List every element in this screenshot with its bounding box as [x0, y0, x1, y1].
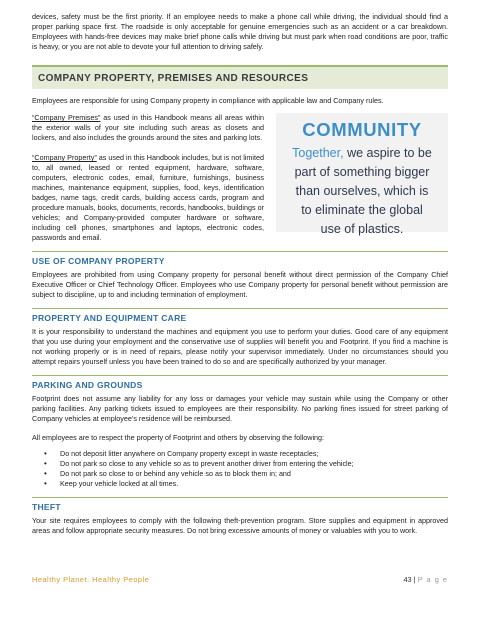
use-heading: USE OF COMPANY PROPERTY: [32, 256, 165, 266]
callout-line-5: use of plastics.: [320, 222, 404, 236]
page-separator: |: [411, 575, 418, 584]
continued-paragraph: devices, safety must be the first priority. If an employee needs to make a phone call while driving, the individual should find a proper parking space first. The roadside is only acceptable for genuine emergencies such as an accident or a car breakdown. Employees with hands-free devices may make brief phone calls while driving but must park when road conditions are poor, traffic is heavy, or you are not able to devote your full attention to driving safely.: [32, 12, 448, 51]
two-column-row: [32, 113, 448, 243]
callout-lead: Together,: [292, 146, 344, 160]
handbook-page: [32, 12, 448, 536]
intro-paragraph: Employees are responsible for using Company property in compliance with applicable law and Company rules.: [32, 96, 384, 105]
callout-line-4: to eliminate the global: [301, 203, 423, 217]
callout-heading: COMMUNITY: [302, 119, 422, 140]
property-definition: [32, 153, 264, 243]
callout-line-3: than ourselves, which is: [295, 184, 429, 198]
parking-paragraph-1: Footprint does not assume any liability for any loss or damages your vehicle may sustain while using the Company or other parking facilities. Any parking tickets issued to employees are their responsibility. No parking fines issued for street parking of Company vehicles at employee’s residence will be reimbursed.: [32, 394, 448, 423]
care-paragraph: It is your responsibility to understand the machines and equipment you use to perform your duties. Good care of any equipment that you use during your employment and the conservative use of supplies will benefit you and Footprint. If you find a machine is not working properly or is in need of repairs, please notify your supervisor immediately. Under no circumstances should you attempt repairs yourself unless you have been trained to do so and are specifically authorized by your manager.: [32, 327, 448, 366]
page-word: P a g e: [417, 575, 448, 584]
property-term: “Company Property”: [32, 153, 97, 162]
page-number: [403, 575, 448, 584]
parking-heading: PARKING AND GROUNDS: [32, 380, 143, 390]
community-callout: [276, 113, 448, 236]
parking-rules-list: [32, 449, 448, 489]
parking-section: [32, 375, 448, 489]
callout-line-1-text: we aspire to be: [343, 146, 432, 160]
theft-section: [32, 497, 448, 536]
callout-line-1: [276, 144, 448, 163]
section-band: [32, 65, 448, 89]
care-section: [32, 308, 448, 367]
property-text: as used in this Handbook includes, but is not limited to, all owned, leased or rented equipment, hardware, software, computers, electronic codes, email, furniture, furnishings, business machines, maintenance equipment, supplies, food, keys, identification badges, name tags, credit cards, building access cards, program and procedure manuals, books, documents, records, handbooks, buildings or vehicles; and Company-provided computer hardware or software, including cell phones, smartphones and laptops, electronic codes, passwords and email.: [32, 153, 264, 242]
parking-paragraph-2: All employees are to respect the property of Footprint and others by observing the following:: [32, 433, 325, 442]
definitions-column: [32, 113, 264, 243]
callout-line-2: part of something bigger: [294, 165, 430, 179]
theft-heading: THEFT: [32, 502, 61, 512]
list-item: • Do not park so close to any vehicle so as to prevent another driver from entering the vehicle;: [48, 459, 448, 469]
list-item: • Keep your vehicle locked at all times.: [48, 479, 448, 489]
premises-text: as used in this Handbook means all areas within the exterior walls of your site including such areas as closets and lockers, and also includes the grounds around the sites and parking lots.: [32, 113, 264, 142]
theft-paragraph: Your site requires employees to comply with the following theft-prevention program. Store supplies and equipment in approved areas and follow appropriate security measures. Do not bring excessive amounts of money or valuables with you to work.: [32, 516, 448, 535]
care-heading: PROPERTY AND EQUIPMENT CARE: [32, 313, 187, 323]
premises-definition: [32, 113, 264, 143]
section-title: COMPANY PROPERTY, PREMISES AND RESOURCES: [38, 73, 309, 84]
list-item: • Do not deposit litter anywhere on Company property except in waste receptacles;: [48, 449, 448, 459]
page-footer: [32, 575, 448, 584]
list-item: • Do not park so close to or behind any vehicle so as to block them in; and: [48, 469, 448, 479]
page-number-value: 43: [403, 575, 412, 584]
footer-tagline: Healthy Planet. Healthy People: [32, 575, 150, 584]
use-paragraph: Employees are prohibited from using Company property for personal benefit without direct permission of the Company Chief Executive Officer or Chief Technology Officer. Employees who use Company property for personal benefit without permission are subject to discipline, up to and including termination of employment.: [32, 270, 448, 299]
premises-term: “Company Premises”: [32, 113, 101, 122]
callout-body: [276, 144, 448, 239]
use-section: [32, 251, 448, 300]
